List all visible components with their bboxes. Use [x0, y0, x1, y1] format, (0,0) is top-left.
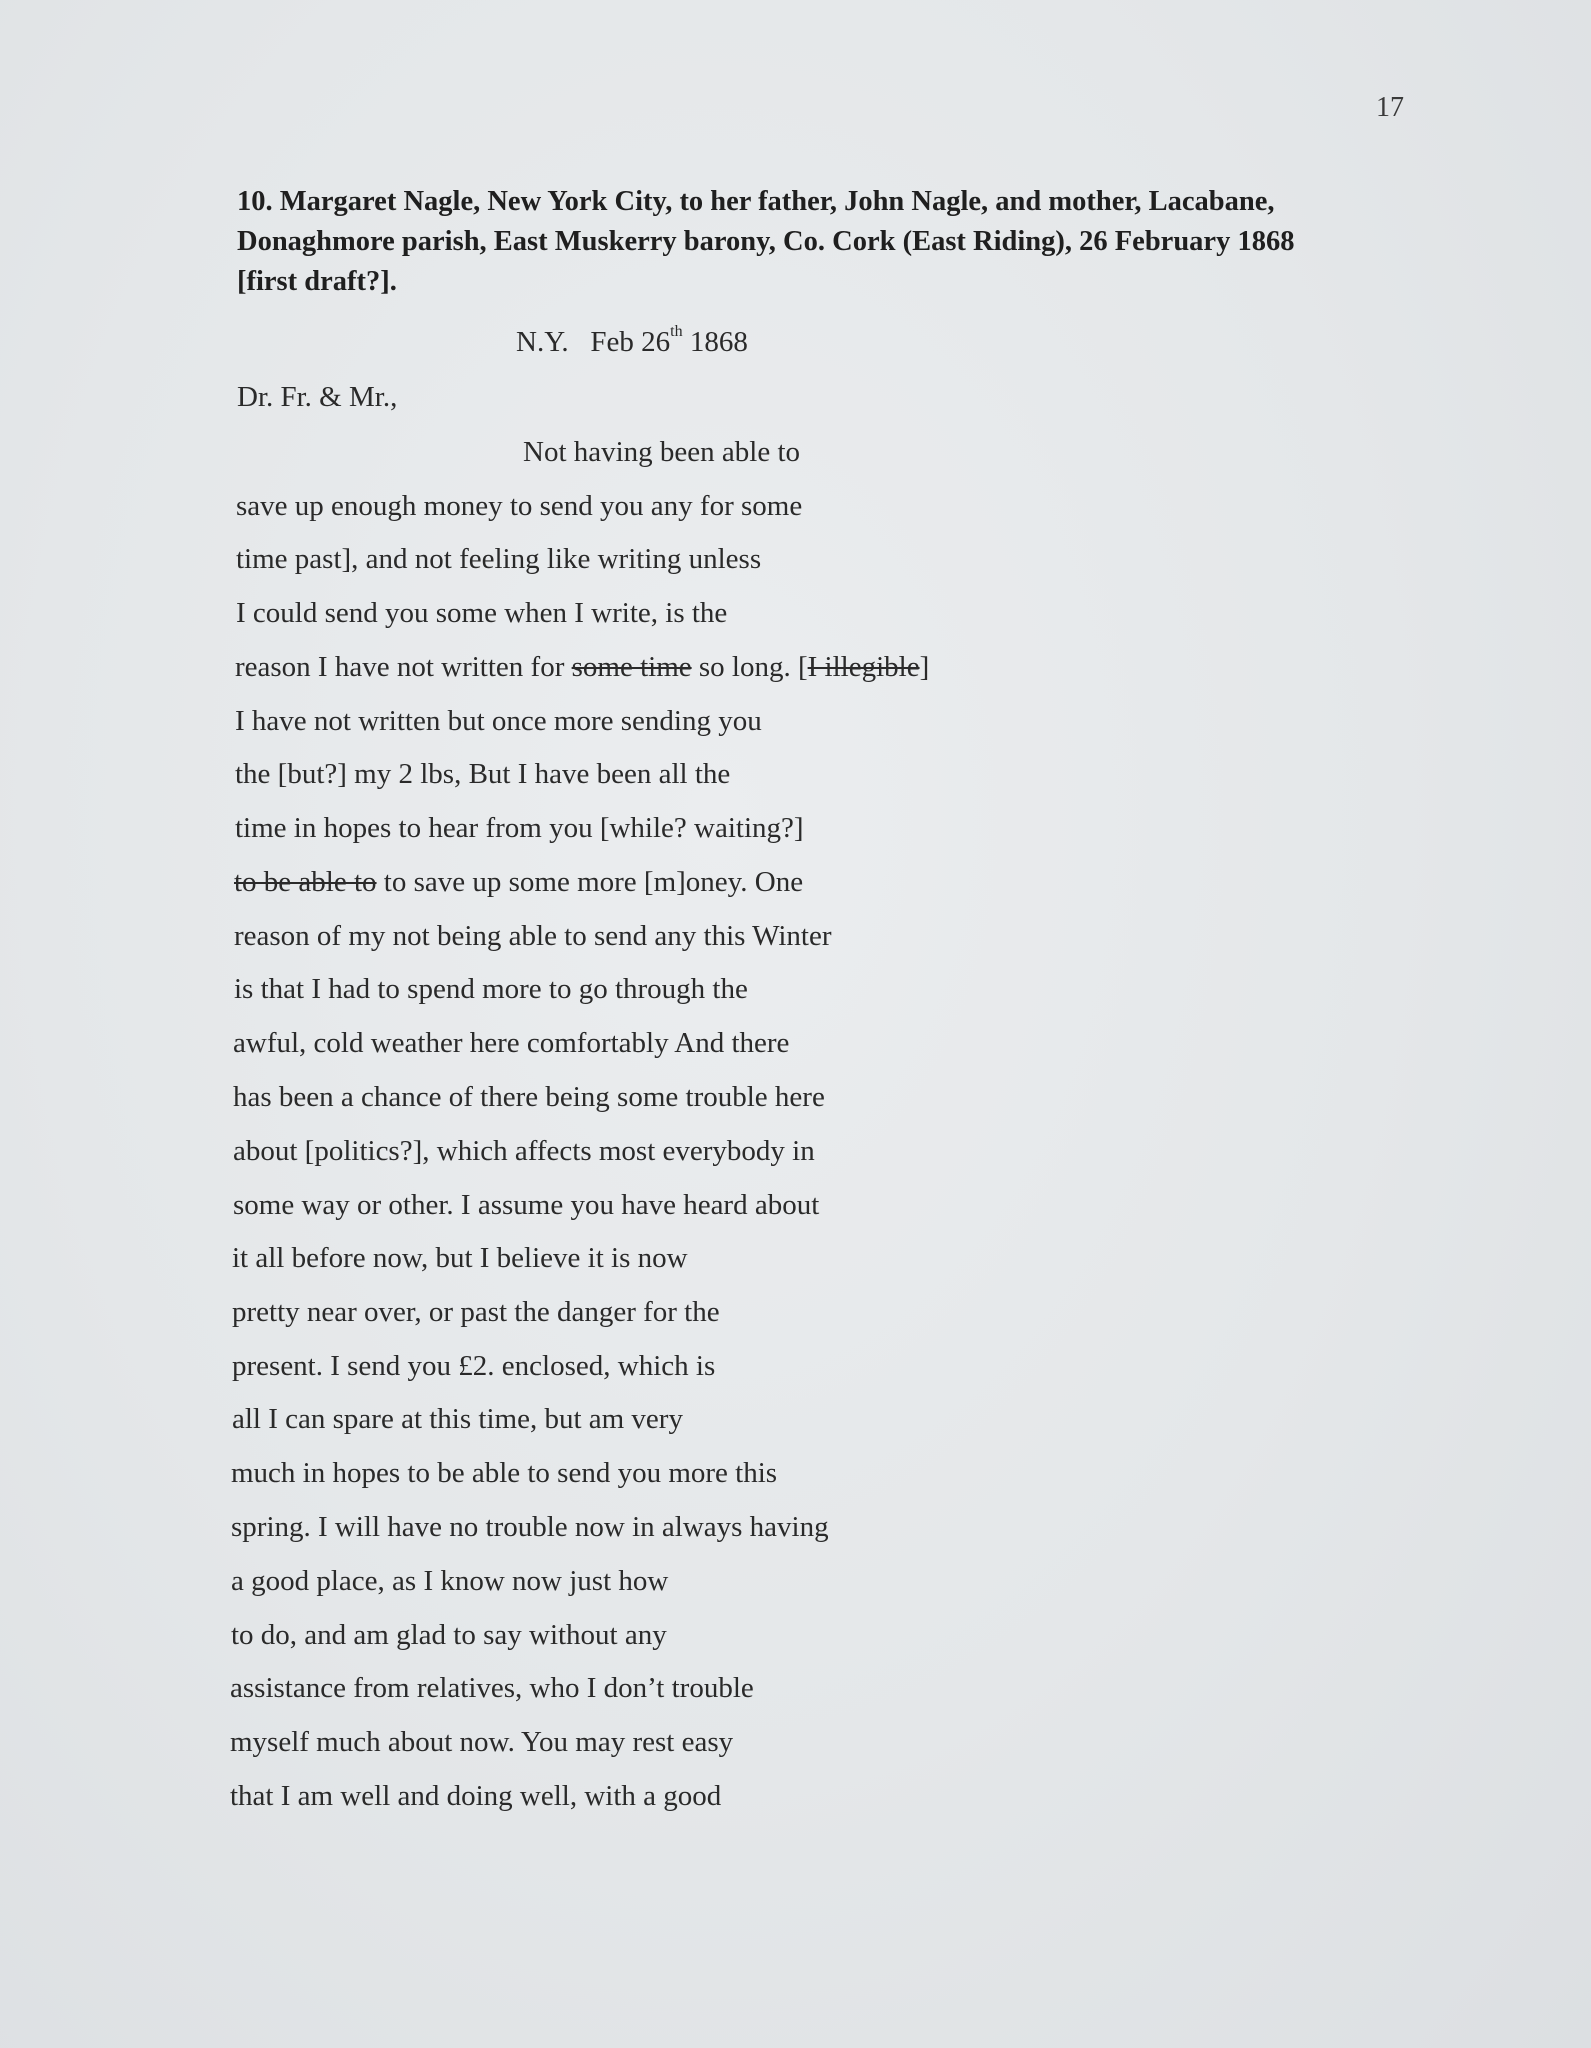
letter-line: all I can spare at this time, but am very	[232, 1403, 683, 1435]
letter-line: that I am well and doing well, with a good	[230, 1780, 722, 1812]
dateline-year: 1868	[689, 326, 748, 358]
struck-text: I illegible	[807, 651, 920, 683]
letter-text: ]	[919, 651, 930, 683]
letter-line	[235, 649, 929, 685]
letter-line: much in hopes to be able to send you more this	[231, 1457, 778, 1489]
letter-text: reason I have not written for	[235, 651, 572, 683]
letter-line: about [politics?], which affects most everybody in	[233, 1135, 815, 1167]
letter-line: time past], and not feeling like writing unless	[236, 543, 762, 575]
letter-line: it all before now, but I believe it is now	[232, 1242, 688, 1274]
heading-line: 10. Margaret Nagle, New York City, to her father, John Nagle, and mother, Lacabane,	[237, 186, 1275, 217]
struck-text: some time	[571, 651, 692, 683]
letter-salutation: Dr. Fr. & Mr.,	[237, 381, 398, 413]
letter-line: save up enough money to send you any for some	[236, 490, 803, 522]
letter-line: present. I send you £2. enclosed, which is	[232, 1350, 716, 1382]
letter-line: myself much about now. You may rest easy	[230, 1726, 734, 1758]
dateline-suffix: th	[670, 323, 683, 341]
letter-text: so long. [	[691, 651, 808, 683]
letter-line: is that I had to spend more to go through the	[234, 973, 748, 1005]
letter-line: a good place, as I know now just how	[231, 1565, 669, 1597]
letter-heading	[237, 182, 1407, 302]
letter-line: has been a chance of there being some trouble here	[233, 1081, 825, 1113]
letter-line: assistance from relatives, who I don’t trouble	[230, 1672, 754, 1704]
letter-line: reason of my not being able to send any this Winter	[234, 920, 832, 952]
struck-text: to be able to	[234, 866, 377, 898]
heading-line: Donaghmore parish, East Muskerry barony, Co. Cork (East Riding), 26 February 1868	[237, 226, 1295, 257]
letter-line: I have not written but once more sending you	[235, 705, 762, 737]
dateline-month-day: Feb 26	[590, 326, 671, 358]
letter-line: I could send you some when I write, is the	[236, 597, 728, 629]
letter-line	[234, 864, 803, 900]
letter-dateline	[516, 323, 748, 359]
page-number: 17	[1376, 92, 1404, 123]
letter-line: awful, cold weather here comfortably And there	[233, 1027, 790, 1059]
letter-text: to save up some more [m]oney. One	[376, 866, 804, 898]
letter-line: pretty near over, or past the danger for the	[232, 1296, 720, 1328]
letter-line: Not having been able to	[523, 436, 801, 468]
letter-line: spring. I will have no trouble now in always having	[231, 1511, 829, 1543]
letter-line: the [but?] my 2 lbs, But I have been all the	[235, 758, 731, 790]
heading-line: [first draft?].	[237, 266, 397, 297]
dateline-place: N.Y.	[516, 326, 569, 358]
letter-line: to do, and am glad to say without any	[231, 1619, 667, 1651]
letter-line: time in hopes to hear from you [while? waiting?]	[235, 812, 804, 844]
letter-line: some way or other. I assume you have heard about	[233, 1189, 820, 1221]
